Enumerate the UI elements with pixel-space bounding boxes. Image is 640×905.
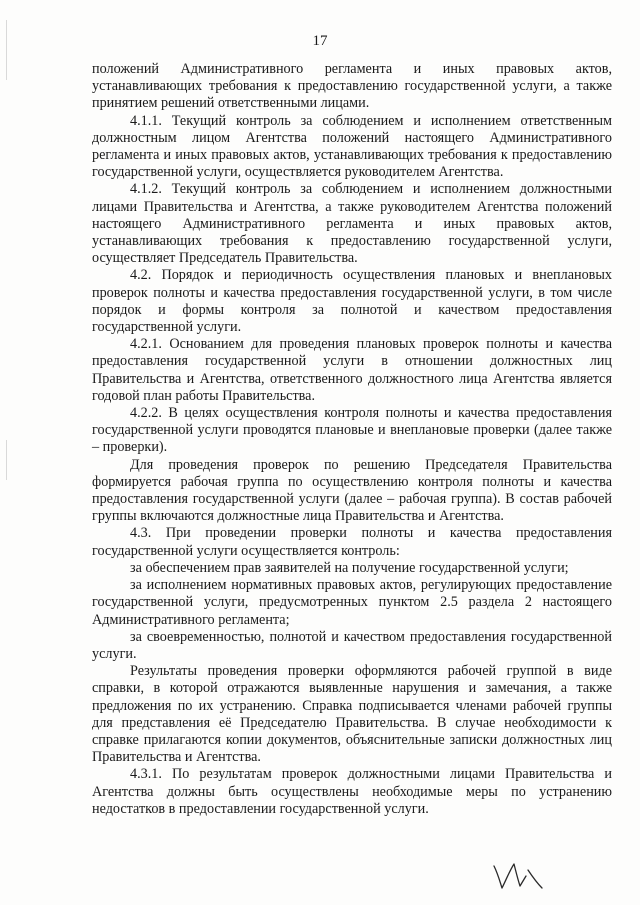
paragraph: Для проведения проверок по решению Председателя Правительства формируется рабочая группа по осуществлению контроля полноты и качества предоставления государственной услуги (далее – рабочая группа). В состав рабочей группы включаются должностные лица Правительства и Агентства. bbox=[92, 456, 612, 525]
paragraph: за обеспечением прав заявителей на получение государственной услуги; bbox=[130, 559, 569, 576]
document-body bbox=[92, 61, 612, 818]
paragraph: 4.2. Порядок и периодичность осуществления плановых и внеплановых проверок полноты и качества предоставления государственной услуги, в том числе порядок и формы контроля за полнотой и качеством предоставления государственной услуги. bbox=[92, 267, 612, 336]
handwritten-initials-signature bbox=[490, 858, 550, 894]
paragraph: за своевременностью, полнотой и качеством предоставления государственной услуги. bbox=[92, 628, 612, 662]
paragraph: 4.1.2. Текущий контроль за соблюдением и исполнением должностными лицами Правительства и Агентства, а также руководителем Агентства положений настоящего Административного регламента и иных правовых актов, устанавливающих требования к предоставлению государственной услуги, осуществляет Председатель Правительства. bbox=[92, 181, 612, 267]
paragraph: 4.2.2. В целях осуществления контроля полноты и качества предоставления государственной услуги проводятся плановые и внеплановые проверки (далее также – проверки). bbox=[92, 405, 612, 456]
scan-edge-mark bbox=[6, 440, 7, 480]
paragraph: 4.1.1. Текущий контроль за соблюдением и исполнением ответственным должностным лицом Агентства положений настоящего Административного регламента и иных правовых актов, устанавливающих требования к предоставлению государственной услуги, осуществляется руководителем Агентства. bbox=[92, 112, 612, 181]
scan-edge-mark bbox=[6, 20, 7, 80]
paragraph: за исполнением нормативных правовых актов, регулирующих предоставление государственной услуги, предусмотренных пунктом 2.5 раздела 2 настоящего Административного регламента; bbox=[92, 577, 612, 628]
paragraph: 4.2.1. Основанием для проведения плановых проверок полноты и качества предоставления государственной услуги в отношении должностных лиц Правительства и Агентства, ответственного должностного лица Агентства является годовой план работы Правительства. bbox=[92, 336, 612, 404]
paragraph: 4.3.1. По результатам проверок должностными лицами Правительства и Агентства должны быть осуществлены необходимые меры по устранению недостатков в предоставлении государственной услуги. bbox=[92, 766, 612, 817]
paragraph: 4.3. При проведении проверки полноты и качества предоставления государственной услуги осуществляется контроль: bbox=[92, 525, 612, 559]
paragraph: положений Административного регламента и иных правовых актов, устанавливающих требования к предоставлению государственной услуги, а также принятием решений ответственными лицами. bbox=[92, 61, 612, 112]
paragraph: Результаты проведения проверки оформляются рабочей группой в виде справки, в которой отражаются выявленные нарушения и замечания, а также предложения по их устранению. Справка подписывается членами рабочей группы для представления её Председателю Правительства. В случае необходимости к справке прилагаются копии документов, объяснительные записки должностных лиц Правительства и Агентства. bbox=[92, 663, 612, 766]
page-number: 17 bbox=[312, 33, 328, 49]
